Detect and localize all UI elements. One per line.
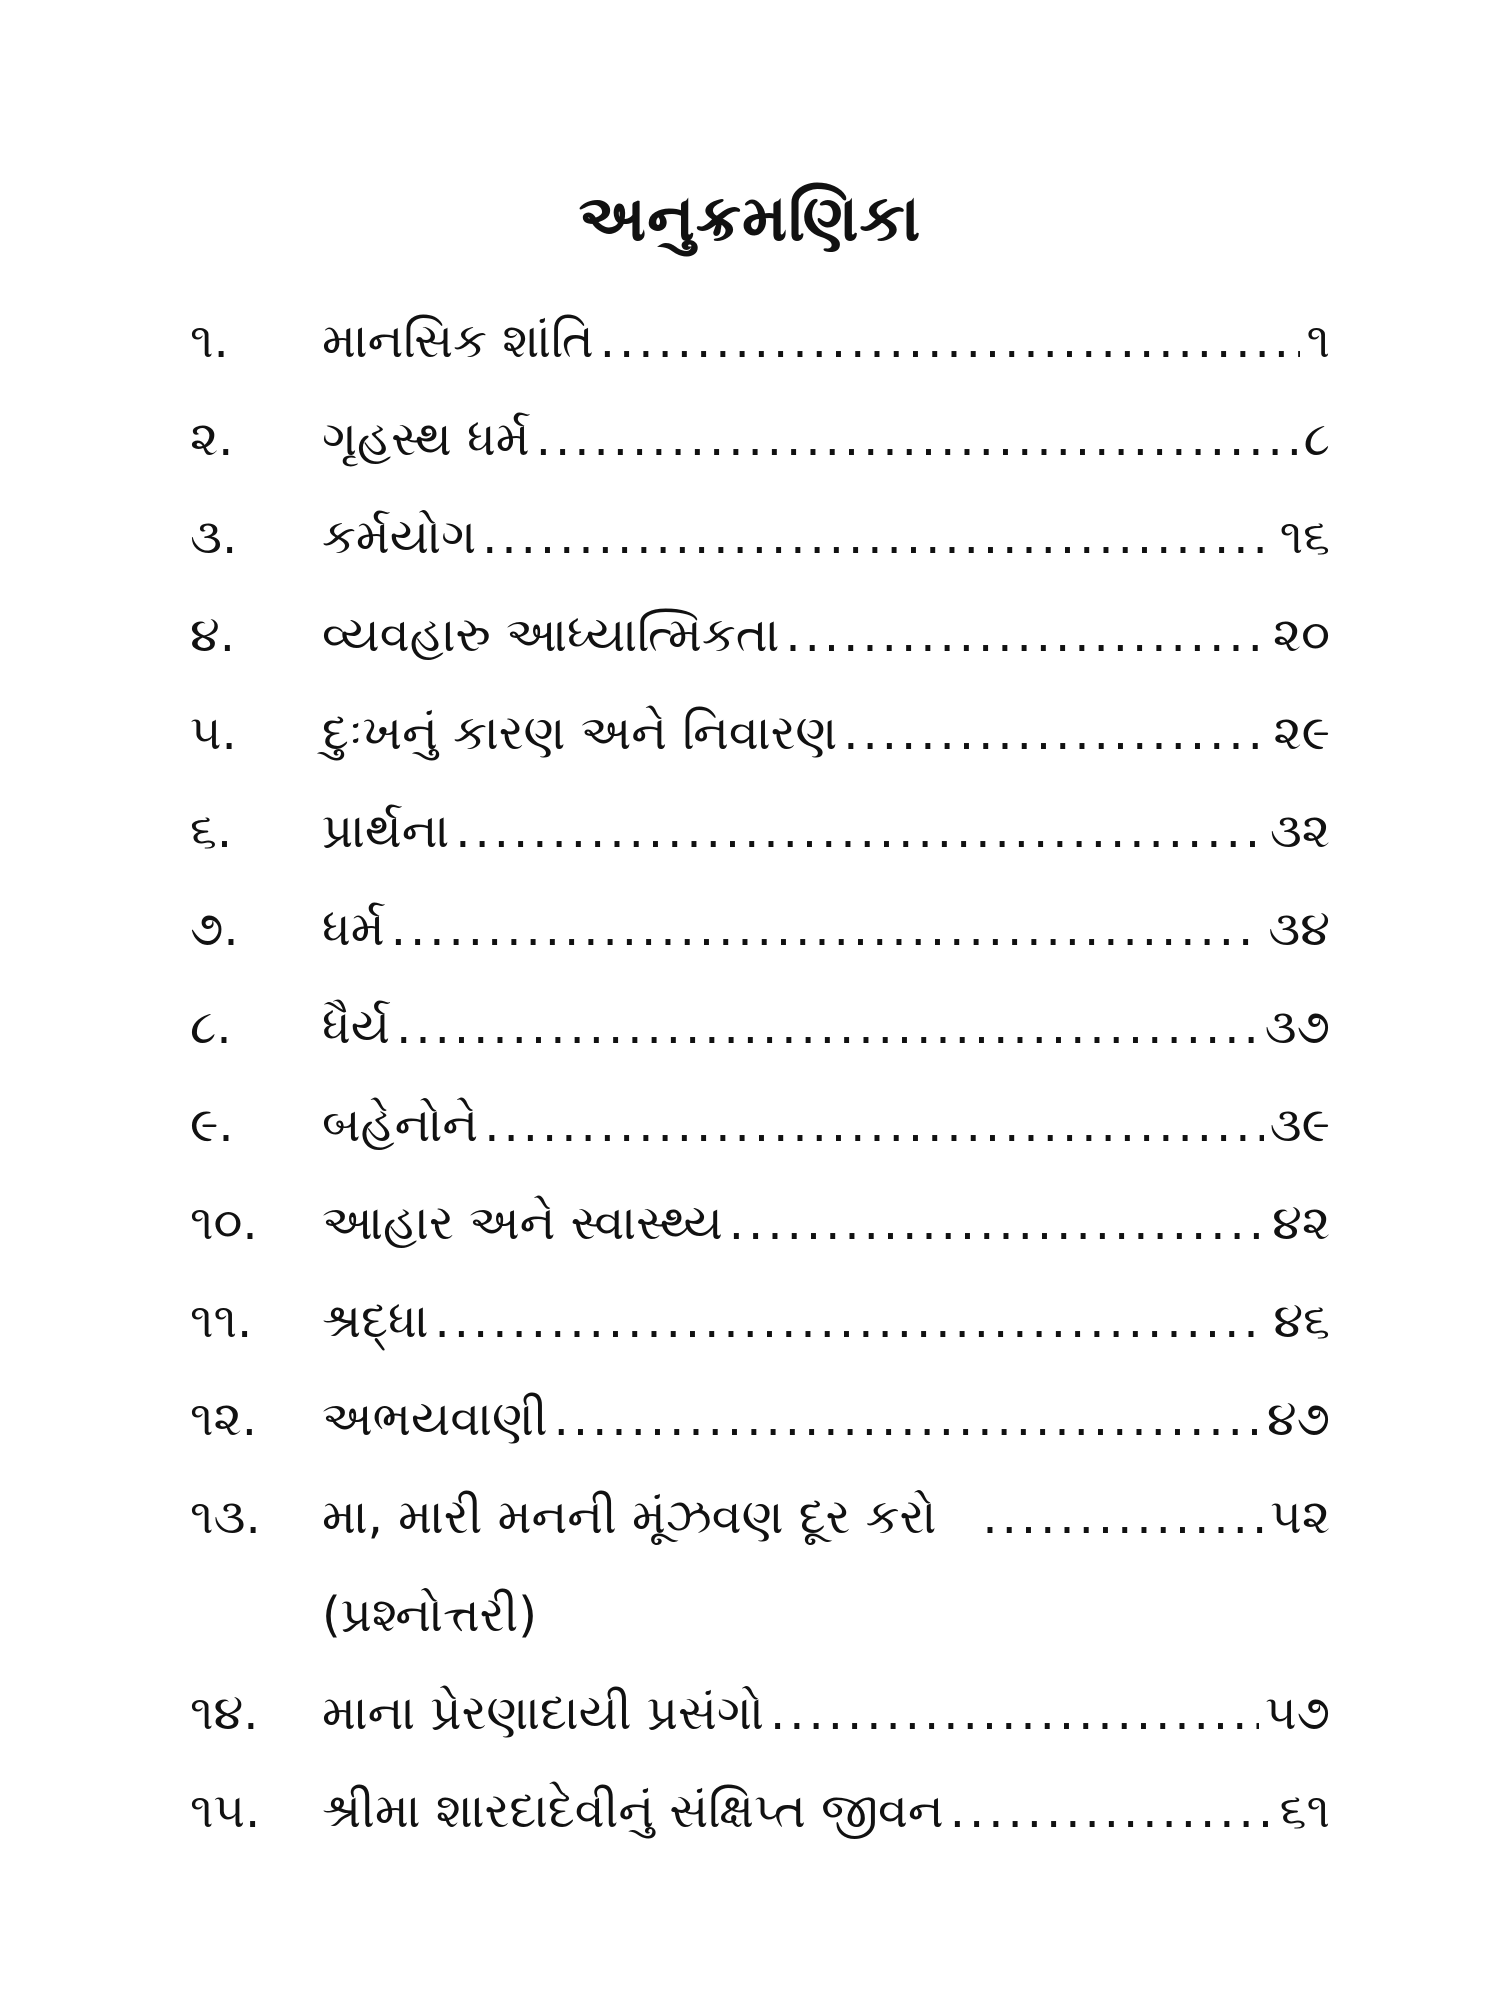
entry-number: ૧૪.	[190, 1685, 259, 1741]
entry-number: ૧૨.	[190, 1391, 257, 1447]
entry-title: શ્રીમા શારદાદેવીનું સંક્ષિપ્ત જીવન	[322, 1783, 944, 1839]
dot-leader	[950, 1762, 1274, 1860]
entry-number: ૮.	[190, 999, 232, 1055]
entry-page-number: ૧	[1306, 313, 1330, 369]
entry-page-number: ૬૧	[1279, 1783, 1330, 1839]
entry-title: અભયવાણી	[322, 1391, 548, 1447]
dot-leader	[843, 684, 1267, 782]
toc-entry	[190, 1174, 1330, 1272]
entry-title: પ્રાર્થના	[322, 803, 450, 859]
toc-entry	[190, 978, 1330, 1076]
entry-number: ૧૫.	[190, 1783, 261, 1839]
toc-entry	[190, 880, 1330, 978]
entry-page-number: ૮	[1303, 411, 1330, 467]
entry-page-number: ૫૭	[1265, 1685, 1330, 1741]
entry-number: ૩.	[190, 509, 238, 565]
entry-number: ૧૧.	[190, 1293, 253, 1349]
toc-entry	[190, 1370, 1330, 1468]
toc-entry	[190, 1272, 1330, 1370]
toc-entry	[190, 390, 1330, 488]
toc-entry	[190, 586, 1330, 684]
toc-entry	[190, 292, 1330, 390]
entry-page-number: ૩૭	[1264, 999, 1330, 1055]
entry-subtitle: (પ્રશ્નોત્તરી)	[322, 1587, 537, 1643]
entry-page-number: ૨૯	[1273, 705, 1330, 761]
table-of-contents	[190, 292, 1330, 1860]
entry-number: ૯.	[190, 1097, 234, 1153]
entry-number: ૧.	[190, 313, 229, 369]
entry-number: ૧૦.	[190, 1195, 258, 1251]
dot-leader	[455, 782, 1264, 880]
entry-page-number: ૪૭	[1266, 1391, 1330, 1447]
toc-entry	[190, 1468, 1330, 1664]
toc-entry	[190, 684, 1330, 782]
entry-title: કર્મયોગ	[322, 509, 477, 565]
entry-title: આહાર અને સ્વાસ્થ્ય	[322, 1195, 723, 1251]
dot-leader	[482, 488, 1273, 586]
dot-leader	[729, 1174, 1266, 1272]
toc-entry	[190, 1076, 1330, 1174]
toc-entry	[190, 1664, 1330, 1762]
dot-leader	[396, 978, 1259, 1076]
dot-leader	[554, 1370, 1261, 1468]
toc-entry	[190, 488, 1330, 586]
entry-title: માનસિક શાંતિ	[322, 313, 594, 369]
entry-title: મા, મારી મનની મૂંઝવણ દૂર કરો	[322, 1489, 937, 1545]
entry-number: ૪.	[190, 607, 236, 663]
entry-title: વ્યવહારુ આધ્યાત્મિકતા	[322, 607, 780, 663]
dot-leader	[600, 292, 1301, 390]
entry-number: ૫.	[190, 705, 237, 761]
dot-leader	[536, 390, 1298, 488]
entry-page-number: ૩૪	[1268, 901, 1330, 957]
dot-leader	[770, 1664, 1259, 1762]
entry-title: ધૈર્ય	[322, 999, 391, 1055]
entry-page-number: ૨૦	[1272, 607, 1330, 663]
toc-entry	[190, 782, 1330, 880]
page-title: અનુક્રમણિકા	[578, 182, 922, 256]
entry-title: દુઃખનું કારણ અને નિવારણ	[322, 705, 838, 761]
entry-number: ૭.	[190, 901, 239, 957]
entry-title: બહેનોને	[322, 1097, 479, 1153]
entry-page-number: ૩૨	[1269, 803, 1330, 859]
dot-leader	[391, 880, 1263, 978]
entry-title: ધર્મ	[322, 901, 385, 957]
entry-page-number: ૪૬	[1273, 1293, 1330, 1349]
dot-leader	[785, 586, 1267, 684]
entry-title: શ્રદ્ધા	[322, 1293, 429, 1349]
dot-leader	[484, 1076, 1263, 1174]
entry-number: ૨.	[190, 411, 234, 467]
dot-leader	[982, 1468, 1264, 1566]
entry-number: ૬.	[190, 803, 233, 859]
entry-number: ૧૩.	[190, 1489, 261, 1545]
entry-page-number: ૪૨	[1272, 1195, 1330, 1251]
entry-page-number: ૧૬	[1279, 509, 1330, 565]
toc-entry	[190, 1762, 1330, 1860]
entry-title: માના પ્રેરણાદાયી પ્રસંગો	[322, 1685, 764, 1741]
entry-title: ગૃહસ્થ ધર્મ	[322, 411, 530, 467]
entry-page-number: ૫૨	[1270, 1489, 1330, 1545]
dot-leader	[435, 1272, 1268, 1370]
entry-page-number: ૩૯	[1269, 1097, 1330, 1153]
